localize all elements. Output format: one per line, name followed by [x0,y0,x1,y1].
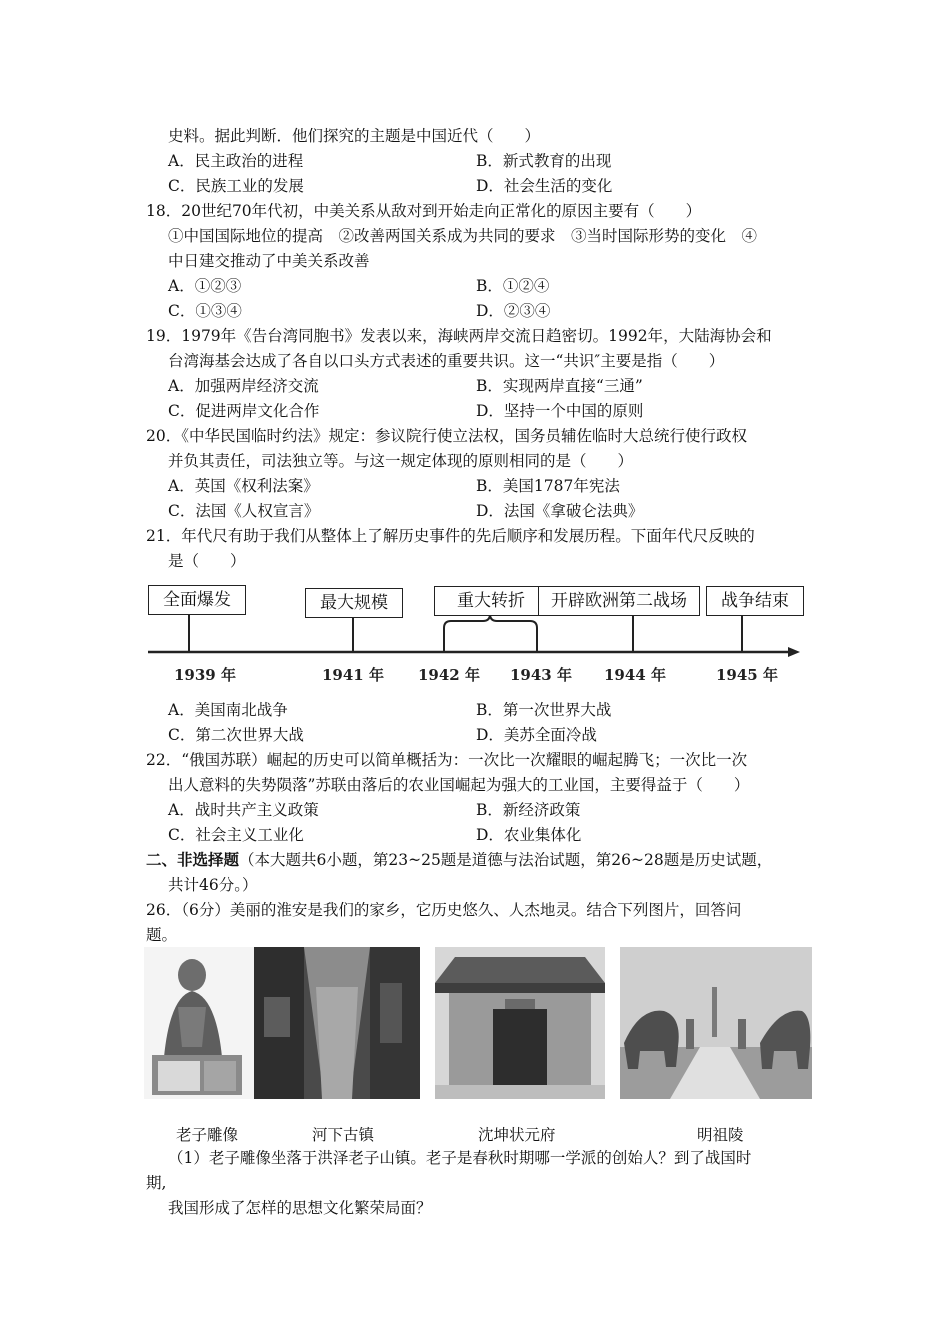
q17-option-a: A．民主政治的进程 [168,152,304,170]
q26-sub1-line2: 期, [146,1174,167,1192]
shenkun-mansion-image [435,947,605,1099]
q26-sub1-line3: 我国形成了怎样的思想文化繁荣局面？ [168,1199,432,1217]
year-label-1943: 1943 年 [510,666,572,684]
bracket-1942-1943 [444,614,537,628]
q17-option-c: C．民族工业的发展 [168,177,304,195]
caption-laozi-statue: 老子雕像 [176,1126,239,1144]
year-label-1945: 1945 年 [716,666,778,684]
photo-hexia-town [254,947,420,1099]
year-label-1939: 1939 年 [174,666,236,684]
q18-stem-line3: 中日建交推动了中美关系改善 [168,252,370,270]
q21-stem-line2: 是（ ） [168,552,246,570]
section2-heading-line [146,850,772,870]
caption-hexia-town: 河下古镇 [312,1126,375,1144]
q19-option-d: D．坚持一个中国的原则 [476,402,644,420]
timeline-arrow-icon [788,647,800,657]
q20-option-d: D．法国《拿破仑法典》 [476,502,644,520]
section2-text-line2: 共计46分。） [168,876,258,894]
q20-option-a: A．英国《权利法案》 [168,477,319,495]
q22-option-a: A．战时共产主义政策 [168,801,319,819]
q18-option-c: C．①③④ [168,302,242,320]
q21-option-d: D．美苏全面冷战 [476,726,597,744]
section2-heading: 二、非选择题 [146,850,240,869]
laozi-statue-image [144,947,254,1099]
q21-option-b: B．第一次世界大战 [476,701,612,719]
q22-option-c: C．社会主义工业化 [168,826,304,844]
q26-stem: 26．（6分）美丽的淮安是我们的家乡，它历史悠久、人杰地灵。结合下列图片，回答问 [146,901,742,919]
section2-text: （本大题共6小题，第23~25题是道德与法治试题，第26~28题是历史试题， [239,851,773,869]
q20-stem-line2: 并负其责任，司法独立等。与这一规定体现的原则相同的是（ ） [168,452,634,470]
year-label-1944: 1944 年 [604,666,666,684]
caption-ming-tomb: 明祖陵 [697,1126,744,1144]
q21-option-a: A．美国南北战争 [168,701,288,719]
q17-stem-tail: 史料。据此判断．他们探究的主题是中国近代（ ） [168,127,541,145]
photo-laozi-statue [144,947,254,1099]
q26-sub1: （1）老子雕像坐落于洪泽老子山镇。老子是春秋时期哪一学派的创始人？到了战国时 [168,1149,752,1167]
q18-option-a: A．①②③ [168,277,242,295]
year-label-1942: 1942 年 [418,666,480,684]
q19-option-c: C．促进两岸文化合作 [168,402,320,420]
q26-stem-line2: 题。 [146,926,178,944]
event-box-3: 重大转折 [434,586,548,616]
q18-stem-line2: ①中国国际地位的提高 ②改善两国关系成为共同的要求 ③当时国际形势的变化 ④ [168,227,758,245]
q21-option-c: C．第二次世界大战 [168,726,304,744]
event-box-4: 开辟欧洲第二战场 [538,586,700,616]
q22-option-b: B．新经济政策 [476,801,581,819]
q22-stem: 22．“俄国苏联）崛起的历史可以简单概括为：一次比一次耀眼的崛起腾飞；一次比一次 [146,751,748,769]
photo-shenkun-mansion [435,947,605,1099]
q19-option-a: A．加强两岸经济交流 [168,377,319,395]
event-box-2: 最大规模 [305,588,403,618]
timeline-diagram [140,578,810,688]
q17-option-d: D．社会生活的变化 [476,177,613,195]
q18-option-d: D．②③④ [476,302,551,320]
year-label-1941: 1941 年 [322,666,384,684]
q20-option-c: C．法国《人权宣言》 [168,502,320,520]
q21-stem: 21．年代尺有助于我们从整体上了解历史事件的先后顺序和发展历程。下面年代尺反映的 [146,527,755,545]
q20-stem: 20．《中华民国临时约法》规定：参议院行使立法权，国务员辅佐临时大总统行使行政权 [146,427,747,445]
hexia-town-image [254,947,420,1099]
caption-shenkun-mansion: 沈坤状元府 [478,1126,556,1144]
q22-stem-line2: 出人意料的失势陨落”苏联由落后的农业国崛起为强大的工业国，主要得益于（ ） [168,776,750,794]
ming-tomb-image [620,947,812,1099]
q19-stem-line2: 台湾海基会达成了各自以口头方式表述的重要共识。这一“共识″主要是指（ ） [168,352,725,370]
q17-option-b: B．新式教育的出现 [476,152,612,170]
q19-stem: 19．1979年《告台湾同胞书》发表以来，海峡两岸交流日趋密切。1992年，大陆海协会和 [146,327,772,345]
q18-option-b: B．①②④ [476,277,550,295]
q19-option-b: B．实现两岸直接“三通” [476,377,643,395]
q20-option-b: B．美国1787年宪法 [476,477,620,495]
photo-ming-ancestral-tomb [620,947,812,1099]
event-box-5: 战争结束 [706,586,804,616]
q18-stem: 18．20世纪70年代初，中美关系从敌对到开始走向正常化的原因主要有（ ） [146,202,702,220]
q22-option-d: D．农业集体化 [476,826,582,844]
event-box-1: 全面爆发 [148,585,246,615]
